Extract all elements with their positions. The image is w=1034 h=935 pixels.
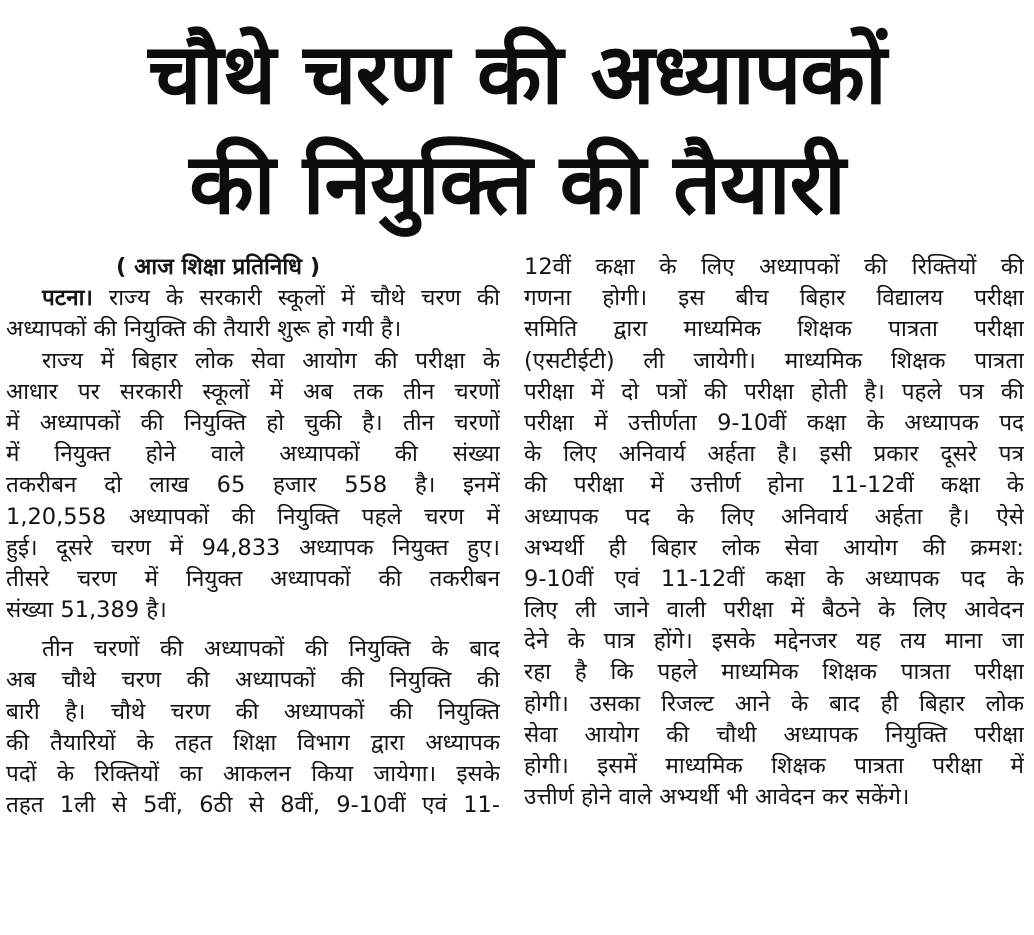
article-line: (एसटीईटी) ली जायेगी। माध्यमिक शिक्षक पात्रता	[524, 347, 1024, 374]
article-line: रहा है कि पहले माध्यमिक शिक्षक पात्रता परीक्षा	[524, 659, 1024, 686]
article-line: 9-10वीं एवं 11-12वीं कक्षा के अध्यापक पद के	[524, 565, 1024, 592]
dateline: पटना।	[42, 285, 93, 312]
article-line: तहत 1ली से 5वीं, 6ठी से 8वीं, 9-10वीं एवं 11-	[6, 792, 500, 819]
article-line: की परीक्षा में उत्तीर्ण होना 11-12वीं कक्षा के	[524, 472, 1024, 499]
article-line: बारी है। चौथे चरण की अध्यापकों की नियुक्ति	[6, 698, 500, 725]
article-column-right	[524, 252, 1024, 813]
article-line: देने के पात्र होंगे। इसके मद्देनजर यह तय माना जा	[524, 628, 1024, 655]
article-line: परीक्षा में दो पत्रों की परीक्षा होती है। पहले पत्र की	[524, 378, 1024, 405]
article-line: सेवा आयोग की चौथी अध्यापक नियुक्ति परीक्षा	[524, 721, 1024, 748]
article-line: होगी। उसका रिजल्ट आने के बाद ही बिहार लोक	[524, 690, 1024, 717]
article-line: तीसरे चरण में नियुक्त अध्यापकों की तकरीबन	[6, 565, 500, 592]
headline-line-1: चौथे चरण की अध्यापकों	[148, 25, 886, 123]
article-line: परीक्षा में उत्तीर्णता 9-10वीं कक्षा के अध्यापक पद	[524, 409, 1024, 436]
article-line: के लिए अनिवार्य अर्हता है। इसी प्रकार दूसरे पत्र	[524, 441, 1024, 468]
article-line: होगी। इसमें माध्यमिक शिक्षक पात्रता परीक्षा में	[524, 753, 1024, 779]
article-line: में नियुक्त होने वाले अध्यापकों की संख्या	[6, 441, 500, 468]
article-line: अब चौथे चरण की अध्यापकों की नियुक्ति की	[6, 667, 500, 694]
article-line: पदों के रिक्तियों का आकलन किया जायेगा। इसके	[6, 761, 500, 787]
article-line: लिए ली जाने वाली परीक्षा में बैठने के लिए आवेदन	[524, 597, 1024, 624]
article-line: अध्यापकों की नियुक्ति की तैयारी शुरू हो गयी है।	[6, 316, 402, 343]
article-line: हुई। दूसरे चरण में 94,833 अध्यापक नियुक्त हुए।	[6, 534, 500, 561]
article-line: तीन चरणों की अध्यापकों की नियुक्ति के बाद	[42, 636, 500, 663]
article-line: समिति द्वारा माध्यमिक शिक्षक पात्रता परीक्षा	[524, 316, 1024, 343]
article-column-left	[6, 252, 500, 821]
article-line: उत्तीर्ण होने वाले अभ्यर्थी भी आवेदन कर सकेंगे।	[524, 784, 910, 811]
article-line: 1,20,558 अध्यापकों की नियुक्ति पहले चरण में	[6, 503, 500, 530]
headline-line-2: की नियुक्ति की तैयारी	[189, 135, 845, 233]
article-line: संख्या 51,389 है।	[6, 597, 167, 624]
article-line: तकरीबन दो लाख 65 हजार 558 है। इनमें	[6, 472, 500, 499]
article-line: पटना। राज्य के सरकारी स्कूलों में चौथे चरण की	[42, 285, 500, 312]
article-line: अध्यापक पद के लिए अनिवार्य अर्हता है। ऐसे	[524, 503, 1024, 530]
byline: ( आज शिक्षा प्रतिनिधि )	[116, 254, 321, 280]
article-line: अभ्यर्थी ही बिहार लोक सेवा आयोग की क्रमश:	[524, 534, 1024, 561]
article-line: आधार पर सरकारी स्कूलों में अब तक तीन चरणों	[6, 378, 500, 405]
article-line: की तैयारियों के तहत शिक्षा विभाग द्वारा अध्यापक	[6, 729, 500, 756]
article-line: 12वीं कक्षा के लिए अध्यापकों की रिक्तियों की	[524, 254, 1024, 280]
article-line: गणना होगी। इस बीच बिहार विद्यालय परीक्षा	[524, 285, 1024, 312]
article-line: में अध्यापकों की नियुक्ति हो चुकी है। तीन चरणों	[6, 409, 500, 436]
article-line: राज्य में बिहार लोक सेवा आयोग की परीक्षा के	[42, 347, 500, 374]
